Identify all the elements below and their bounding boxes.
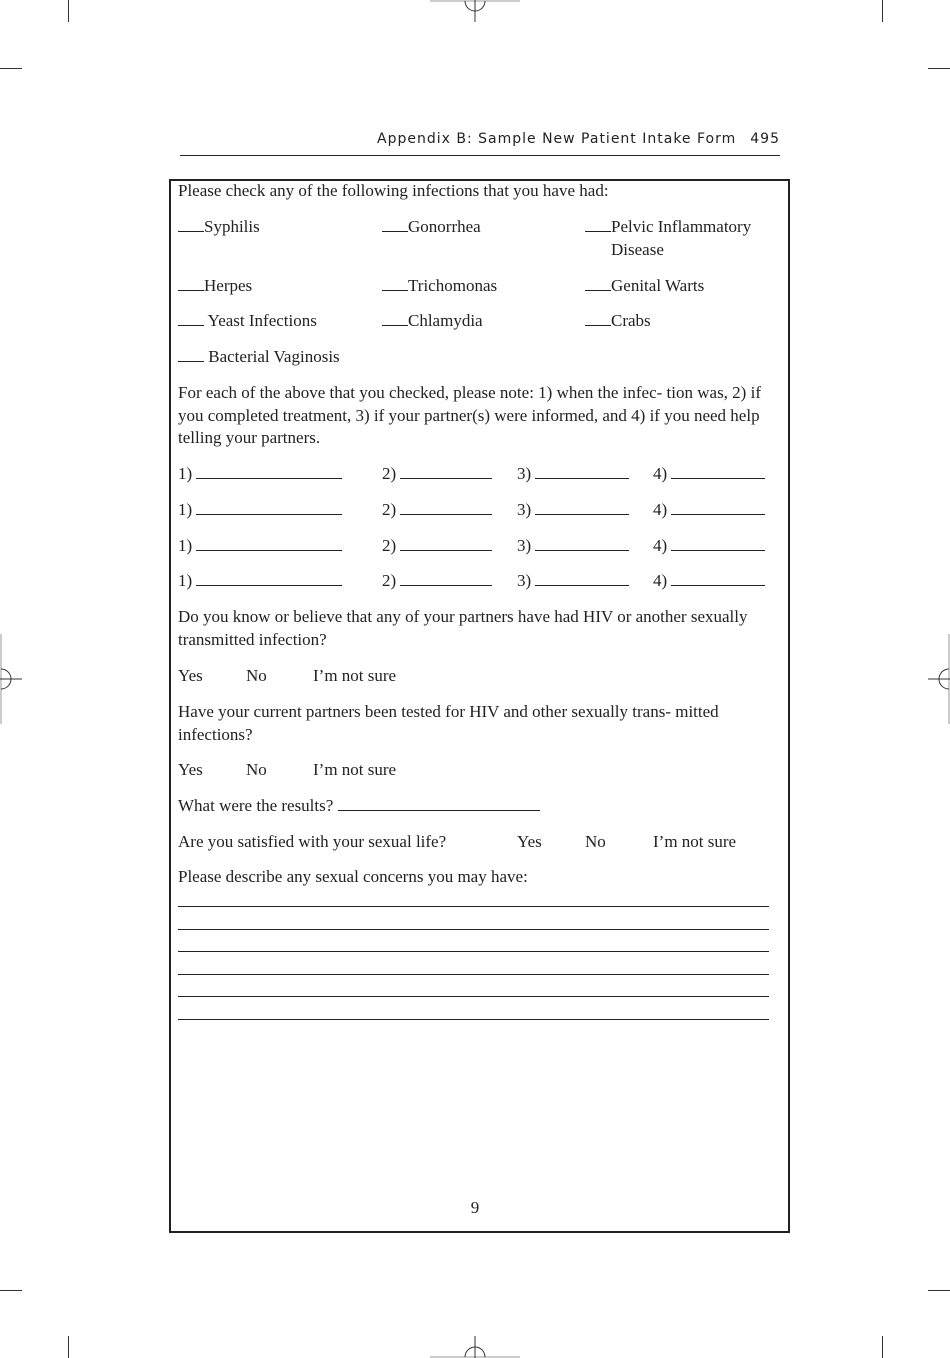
header-title: Appendix B: Sample New Patient Intake Form xyxy=(377,131,737,147)
answer-when[interactable] xyxy=(196,536,342,551)
answer-informed[interactable] xyxy=(535,464,629,479)
registration-mark-right xyxy=(926,634,950,724)
checkbox-herpes[interactable]: Herpes xyxy=(178,275,252,298)
answer-help[interactable] xyxy=(671,571,765,586)
checkbox-bacterial-vaginosis[interactable]: Bacterial Vaginosis xyxy=(178,346,340,369)
check-line[interactable] xyxy=(178,347,204,362)
answer-informed[interactable] xyxy=(535,536,629,551)
answer-when[interactable] xyxy=(196,500,342,515)
checkbox-gonorrhea[interactable]: Gonorrhea xyxy=(382,216,481,239)
registration-mark-top xyxy=(430,0,520,24)
results-label: What were the results? xyxy=(178,796,334,815)
checkbox-syphilis[interactable]: Syphilis xyxy=(178,216,260,239)
option-yes[interactable]: Yes xyxy=(517,832,542,851)
crop-mark xyxy=(882,0,883,22)
answer-help[interactable] xyxy=(671,536,765,551)
check-line[interactable] xyxy=(382,217,408,232)
option-not-sure[interactable]: I’m not sure xyxy=(313,666,397,685)
answer-treatment[interactable] xyxy=(400,571,492,586)
crop-mark xyxy=(928,1290,950,1291)
checkbox-chlamydia[interactable]: Chlamydia xyxy=(382,310,483,333)
registration-mark-bottom xyxy=(430,1334,520,1358)
option-not-sure[interactable]: I’m not sure xyxy=(653,832,737,851)
results-field xyxy=(178,795,540,818)
check-line[interactable] xyxy=(178,276,204,291)
concerns-line[interactable] xyxy=(178,951,769,952)
checkbox-pid[interactable]: Pelvic Inflammatory Disease xyxy=(585,216,781,261)
option-no[interactable]: No xyxy=(246,666,267,685)
option-not-sure[interactable]: I’m not sure xyxy=(313,760,397,779)
partners-question: Do you know or believe that any of your partners have had HIV or another sexually transmitted infection? xyxy=(178,607,748,649)
answer-when[interactable] xyxy=(196,464,342,479)
concerns-line[interactable] xyxy=(178,974,769,975)
crop-mark xyxy=(68,1336,69,1358)
checkbox-genital-warts[interactable]: Genital Warts xyxy=(585,275,704,298)
answer-treatment[interactable] xyxy=(400,536,492,551)
checkbox-crabs[interactable]: Crabs xyxy=(585,310,651,333)
checkbox-yeast-infections[interactable]: Yeast Infections xyxy=(178,310,317,333)
option-yes[interactable]: Yes xyxy=(178,666,203,685)
checkbox-trichomonas[interactable]: Trichomonas xyxy=(382,275,497,298)
answer-help[interactable] xyxy=(671,500,765,515)
option-no[interactable]: No xyxy=(246,760,267,779)
answer-treatment[interactable] xyxy=(400,500,492,515)
concerns-line[interactable] xyxy=(178,929,769,930)
crop-mark xyxy=(928,68,950,69)
answer-informed[interactable] xyxy=(535,500,629,515)
satisfied-question: Are you satisfied with your sexual life? xyxy=(178,832,447,851)
infections-prompt: Please check any of the following infections that you have had: xyxy=(178,181,609,200)
crop-mark xyxy=(0,68,22,69)
concerns-line[interactable] xyxy=(178,906,769,907)
running-header xyxy=(180,131,780,156)
option-no[interactable]: No xyxy=(585,832,606,851)
concerns-line[interactable] xyxy=(178,996,769,997)
check-line[interactable] xyxy=(585,311,611,326)
crop-mark xyxy=(0,1290,22,1291)
answer-treatment[interactable] xyxy=(400,464,492,479)
tested-question: Have your current partners been tested for HIV and other sexually trans- mitted infections? xyxy=(178,702,719,744)
crop-mark xyxy=(882,1336,883,1358)
check-line[interactable] xyxy=(178,311,204,326)
answer-informed[interactable] xyxy=(535,571,629,586)
check-line[interactable] xyxy=(585,217,611,232)
header-page-number: 495 xyxy=(750,131,780,147)
crop-mark xyxy=(68,0,69,22)
answer-help[interactable] xyxy=(671,464,765,479)
concerns-label: Please describe any sexual concerns you may have: xyxy=(178,867,528,886)
registration-mark-left xyxy=(0,634,24,724)
followup-instructions: For each of the above that you checked, please note: 1) when the infec- tion was, 2) if you completed treatment, 3) if your partner(s) were informed, and 4) if you need help telling your partners. xyxy=(178,383,761,447)
answer-when[interactable] xyxy=(196,571,342,586)
check-line[interactable] xyxy=(382,276,408,291)
check-line[interactable] xyxy=(585,276,611,291)
option-yes[interactable]: Yes xyxy=(178,760,203,779)
form-page-number: 9 xyxy=(470,1198,480,1217)
concerns-line[interactable] xyxy=(178,1019,769,1020)
check-line[interactable] xyxy=(382,311,408,326)
check-line[interactable] xyxy=(178,217,204,232)
results-input[interactable] xyxy=(338,796,540,811)
